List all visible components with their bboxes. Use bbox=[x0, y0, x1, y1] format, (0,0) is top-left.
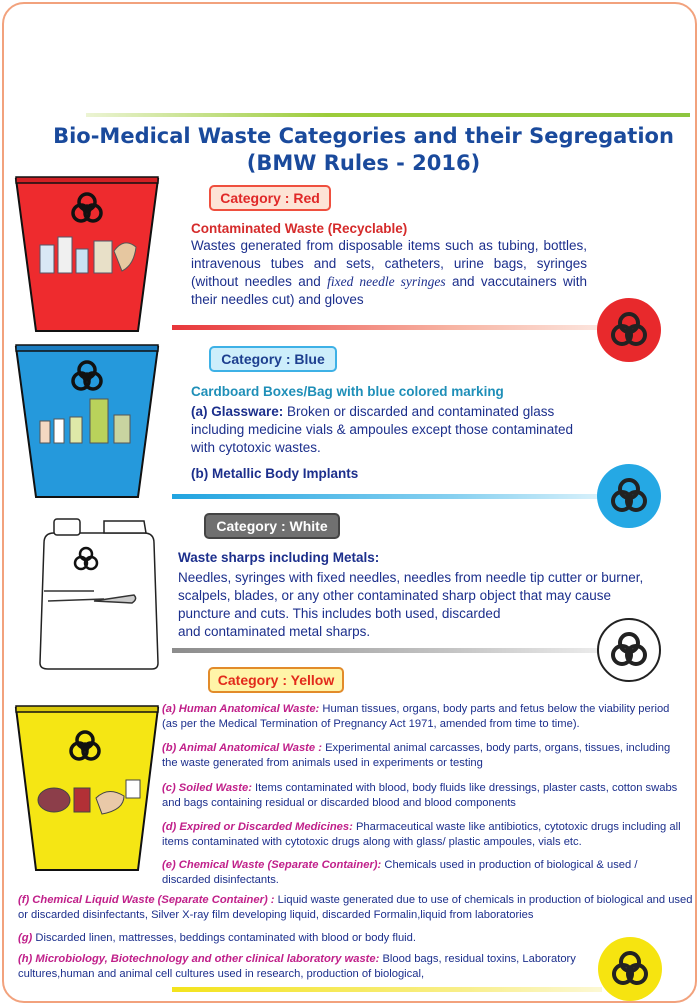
blue-heading: Cardboard Boxes/Bag with blue colored marking bbox=[191, 384, 504, 399]
category-blue-badge: Category : Blue bbox=[209, 346, 337, 372]
yellow-item-c: (c) Soiled Waste: Items contaminated with blood, body fluids like dressings, plaster casts, cotton swabs and bags containing residual or discarded blood and blood components bbox=[162, 782, 678, 809]
yellow-item-b: (b) Animal Anatomical Waste : Experimental animal carcasses, body parts, organs, tissues, including the waste generated from animals used in experiments or testing bbox=[162, 742, 671, 769]
white-description: Needles, syringes with fixed needles, needles from needle tip cutter or burner, scalpels, blades, or any other contaminated sharp object that may cause puncture and cuts. This includes both used, discarded and contaminated metal sharps. bbox=[178, 570, 644, 639]
red-description: Wastes generated from disposable items such as tubing, bottles, intravenous tubes and sets, catheters, urine bags, syringes (without needles and fixed needle syringes and vaccutainers with their needles cut) and gloves bbox=[191, 238, 588, 307]
yellow-item-d: (d) Expired or Discarded Medicines: Pharmaceutical waste like antibiotics, cytotoxic drugs including all items contaminated with cytotoxic drugs along with glass/ plastic ampoules, vials etc. bbox=[162, 821, 681, 848]
red-biohazard-icon bbox=[597, 298, 661, 362]
blue-biohazard-icon bbox=[597, 464, 661, 528]
page-title: Bio-Medical Waste Categories and their Segregation bbox=[53, 124, 674, 148]
white-gradient-bar bbox=[172, 648, 602, 653]
yellow-gradient-bar bbox=[172, 987, 602, 992]
red-heading: Contaminated Waste (Recyclable) bbox=[191, 221, 408, 236]
yellow-item-a: (a) Human Anatomical Waste: Human tissues, organs, body parts and fetus below the viability period (as per the Medical Termination of Pregnancy Act 1971, amended from time to time). bbox=[162, 703, 670, 730]
white-heading: Waste sharps including Metals: bbox=[178, 550, 380, 565]
yellow-item-f: (f) Chemical Liquid Waste (Separate Container) : Liquid waste generated due to use of chemicals in production of biological and used or discarded disinfectants, Silver X-ray film developing liquid, discarded Formalin,liquid from laboratories bbox=[18, 894, 693, 921]
yellow-item-e: (e) Chemical Waste (Separate Container): Chemicals used in production of biological & used / discarded disinfectants. bbox=[162, 859, 638, 886]
yellow-item-g: (g) Discarded linen, mattresses, beddings contaminated with blood or body fluid. bbox=[18, 932, 416, 944]
blue-glassware: (a) Glassware: Broken or discarded and contaminated glass including medicine vials & ampoules except those contaminated with cytotoxic wastes. bbox=[191, 404, 573, 455]
white-biohazard-icon bbox=[597, 618, 661, 682]
yellow-biohazard-icon bbox=[598, 937, 662, 1001]
blue-bin-icon bbox=[14, 343, 160, 501]
category-yellow-badge: Category : Yellow bbox=[208, 667, 344, 693]
white-sharps-canister-icon bbox=[34, 513, 164, 673]
page-subtitle: (BMW Rules - 2016) bbox=[246, 151, 481, 175]
category-white-badge: Category : White bbox=[204, 513, 340, 539]
blue-gradient-bar bbox=[172, 494, 602, 499]
blue-implants: (b) Metallic Body Implants bbox=[191, 466, 359, 481]
yellow-item-h: (h) Microbiology, Biotechnology and other clinical laboratory waste: Blood bags, residual toxins, Laboratory cultures,human and animal cell cultures used in research, production of biological, bbox=[18, 953, 576, 980]
red-bin-icon bbox=[14, 175, 160, 335]
yellow-bin-icon bbox=[14, 704, 160, 874]
category-red-badge: Category : Red bbox=[209, 185, 331, 211]
top-divider bbox=[86, 113, 690, 117]
red-gradient-bar bbox=[172, 325, 604, 330]
